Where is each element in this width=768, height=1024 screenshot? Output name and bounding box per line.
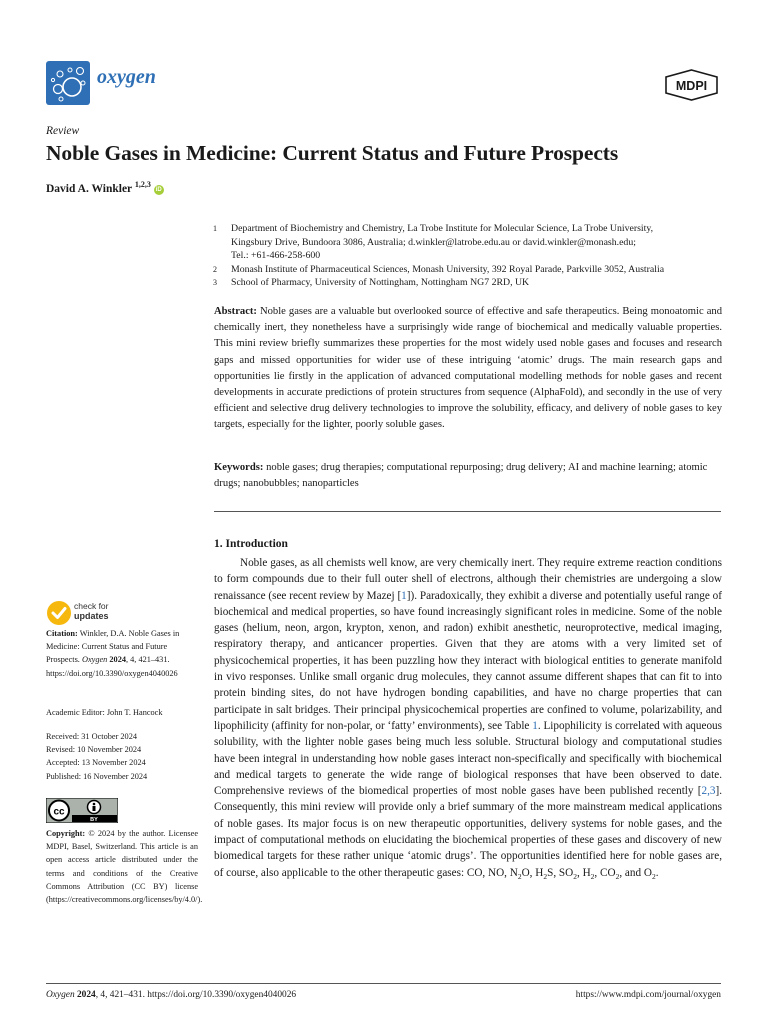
citation-label: Citation:: [46, 629, 78, 638]
revised-date: Revised: 10 November 2024: [46, 745, 142, 755]
subscript: 2: [615, 871, 620, 881]
accepted-date: Accepted: 13 November 2024: [46, 758, 146, 768]
svg-text:cc: cc: [53, 806, 65, 818]
published-date: Published: 16 November 2024: [46, 771, 148, 781]
citation-block: [46, 627, 198, 680]
footer-divider: [46, 983, 721, 984]
affiliation-line: Tel.: +61-466-258-600: [231, 250, 321, 261]
affiliation-line: Monash Institute of Pharmaceutical Sciences, Monash University, 392 Royal Parade, Parkville 3052, Australia: [231, 263, 665, 275]
footer-url[interactable]: https://www.mdpi.com/journal/oxygen: [575, 990, 721, 1000]
subscript: 2: [573, 871, 577, 881]
check-for-updates-button[interactable]: [46, 600, 116, 626]
footer-journal: Oxygen: [46, 990, 75, 1000]
citation-link[interactable]: 2,3: [701, 785, 716, 798]
subscript: 2: [590, 871, 595, 881]
check-label-2: updates: [74, 611, 109, 621]
article-type: Review: [46, 125, 80, 137]
abstract-text: Noble gases are a valuable but overlooked source of effective and safe therapeutics. Being monoatomic and chemically inert, they nonetheless have a surprisingly wide range of biochemical and medically valuable properties. This mini review briefly summarizes these properties for the most widely used noble gases and focuses and research gaps and missed opportunities for wider use of these intriguing ‘atomic’ drugs. The main research gaps and opportunities lie firstly in the application of advanced computational modelling methods for noble gases and recent developments in accurate predictions of protein structures from sequence (AlphaFold), and secondly in the use of very efficient and selective drug delivery technologies to improve the solubility, efficacy, and delivery of noble gases to key targets, especially for the lighter, poorly soluble gases.: [214, 306, 722, 431]
author-line: [46, 180, 164, 195]
body-text: S, SO: [547, 866, 574, 879]
affiliation-number: 2: [213, 264, 217, 274]
keywords: [214, 460, 722, 492]
citation-volume: , 4,: [125, 655, 137, 665]
citation-doi[interactable]: 421–431. https://doi.org/10.3390/oxygen4040026: [46, 655, 178, 678]
subscript: 2: [543, 871, 548, 881]
subscript: 2: [517, 871, 522, 881]
abstract-label: Abstract:: [214, 306, 257, 317]
publisher-name: MDPI: [675, 79, 708, 93]
affiliation-line: School of Pharmacy, University of Nottingham, Nottingham NG7 2RD, UK: [231, 277, 530, 288]
body-text: ]). Paradoxically, they exhibit a diverse and potentially useful range of biochemical and medical properties, so have found increasingly significant roles in medicine. Some of the noble gases (helium, neon, argon, krypton, xenon, and radon) exhibit anesthetic, neuroprotective, medical imaging, respiratory therapy, and anticancer properties. Given that they are atoms with a very limited set of physicochemical properties, it has been puzzling how they interact with biological entities to generate manifold in vivo responses. Unlike small organic drug molecules, they cannot assume different shapes that can fit to into protein binding sites, do not have hydrogen bonding capabilities, and have no charge properties that can participate in salt bridges. Their principal physicochemical properties are confined to volume, polarizability, and lipophilicity (affinity for non-polar, or ‘fatty’ environments), see Table: [214, 589, 722, 732]
keywords-text: noble gases; drug therapies; computational repurposing; drug delivery; AI and machine learning; atomic drugs; nanobubbles; nanoparticles: [214, 462, 708, 490]
body-paragraph: [214, 555, 722, 885]
abstract: [214, 304, 722, 434]
dates-block: [46, 730, 198, 783]
footer-year: 2024: [76, 990, 96, 1000]
cc-label: BY: [90, 817, 98, 823]
body-text: ]. Consequently, this mini review will provide only a brief summary of the more mainstream medical applications of noble gases. Its major focus is on new therapeutic opportunities, delivery systems for noble gases, and the impact of computational methods on elucidating the biochemical properties of these gases and discovery of new biomedical targets for these rather unique ‘atomic drugs’. The opportunities identified here for noble gases are, of course, also applicable to the other therapeutic gases: CO, NO, N: [214, 785, 722, 879]
body-text: , H: [576, 866, 591, 879]
affiliation-number: 3: [213, 278, 217, 287]
journal-name: oxygen: [97, 66, 156, 88]
citation-year: 2024: [109, 655, 126, 665]
check-updates-icon: [46, 600, 72, 626]
academic-editor: Academic Editor: John T. Hancock: [46, 708, 163, 717]
author-affiliation-marks: 1,2,3: [134, 180, 151, 189]
orcid-icon[interactable]: iD: [155, 186, 162, 193]
divider: [214, 511, 721, 512]
copyright-label: Copyright:: [46, 829, 86, 838]
check-label-1: check for: [74, 601, 109, 611]
body-text: . Lipophilicity is correlated with aqueous solubility, with the lighter noble gases being much less soluble. Structural biology and computational studies have been integral in understanding how noble gases interact non-specifically and specifically with biochemical and medical targets to generate the wide range of biological responses that have been observed to date. Comprehensive reviews of the biomedical properties of most noble gases have been published recently [: [214, 719, 722, 798]
body-text: O, H: [521, 866, 544, 879]
affiliation-number: 1: [213, 224, 217, 233]
footer-doi[interactable]: , 4, 421–431. https://doi.org/10.3390/oxygen4040026: [95, 990, 297, 1000]
author-name: David A. Winkler: [46, 182, 132, 195]
body-text: .: [655, 866, 659, 879]
journal-logo-icon: [46, 61, 90, 105]
section-heading: 1. Introduction: [214, 538, 288, 550]
table-link[interactable]: 1: [532, 719, 538, 732]
publisher-logo: [664, 69, 719, 101]
body-text: , and O: [619, 866, 652, 879]
body-text: Noble gases, as all chemists well know, are very chemically inert. They require extreme reaction conditions to form compounds due to their full outer shell of electrons, although their chemistries are undergoing a slow renaissance (see recent review by Mazej [: [214, 557, 722, 602]
footer-citation: [46, 990, 296, 1000]
received-date: Received: 31 October 2024: [46, 732, 138, 741]
citation-journal: Oxygen: [81, 655, 108, 665]
copyright-text: © 2024 by the author. Licensee MDPI, Basel, Switzerland. This article is an open access article distributed under the terms and conditions of the Creative Commons Attribution (CC BY) license (https://creativecommons.org/licenses/by/4.0/).: [46, 829, 203, 905]
copyright-block: [46, 827, 203, 906]
citation-text: Winkler, D.A. Noble Gases in Medicine: Current Status and Future Prospects.: [46, 629, 180, 665]
affiliation-line: Kingsbury Drive, Bundoora 3086, Australia; d.winkler@latrobe.edu.au or david.winkler@monash.edu;: [231, 236, 636, 248]
keywords-label: Keywords:: [214, 462, 264, 473]
affiliation-line: Department of Biochemistry and Chemistry, La Trobe Institute for Molecular Science, La Trobe University,: [231, 223, 654, 234]
paper-title: Noble Gases in Medicine: Current Status and Future Prospects: [46, 141, 619, 165]
cc-by-license-icon[interactable]: [46, 798, 118, 823]
body-text: , CO: [594, 866, 616, 879]
citation-link[interactable]: 1: [401, 589, 407, 602]
subscript: 2: [651, 871, 656, 881]
